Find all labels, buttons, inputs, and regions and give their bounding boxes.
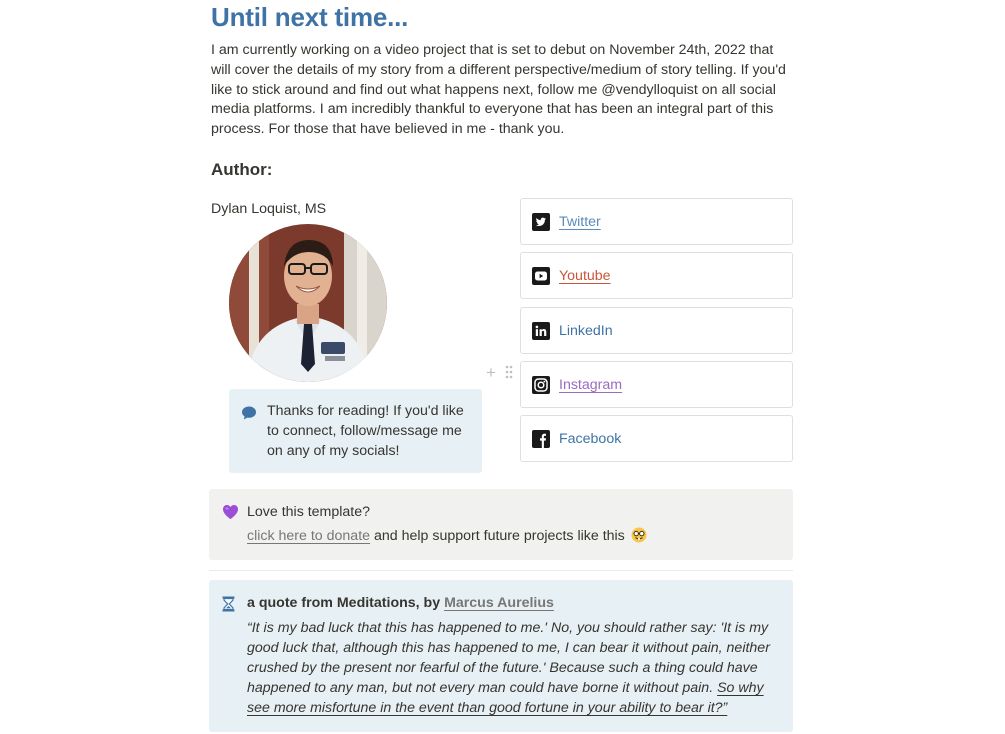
linkedin-icon bbox=[532, 322, 550, 340]
purple-heart-icon bbox=[222, 504, 239, 525]
social-link-facebook[interactable] bbox=[520, 415, 793, 462]
facebook-icon bbox=[532, 430, 550, 448]
quote-body-text: “It is my bad luck that this has happened to me.' No, you should rather say: 'It is my good luck that, although this has happened to me, I can bear it without pain, neither crushed by the present nor fearful of the future.' Because such a thing could have happened to any man, but not every man could have borne it without pain. bbox=[247, 620, 770, 696]
social-link-label[interactable]: Youtube bbox=[559, 268, 611, 284]
donate-callout-title: Love this template? bbox=[247, 504, 371, 520]
divider bbox=[209, 570, 793, 571]
twitter-icon bbox=[532, 213, 550, 231]
author-heading: Author: bbox=[211, 160, 273, 179]
thanks-callout bbox=[229, 389, 482, 473]
donate-callout-rest: and help support future projects like this bbox=[370, 528, 625, 544]
nerd-face-icon bbox=[631, 527, 647, 549]
social-link-twitter[interactable] bbox=[520, 198, 793, 245]
intro-paragraph: I am currently working on a video project that is set to debut on November 24th, 2022 that will cover the details of my story from a different perspective/medium of story telling. If you'd like to stick around and find out what happens next, follow me @vendylloquist on all social media platforms. I am incredibly thankful to everyone that has been an integral part of this process. For those that have believed in me - thank you. bbox=[211, 42, 786, 138]
speech-bubble-icon bbox=[241, 405, 257, 426]
drag-grip-icon[interactable] bbox=[505, 365, 513, 384]
quote-heading bbox=[247, 593, 554, 613]
add-block-icon[interactable]: + bbox=[486, 363, 496, 382]
social-link-label[interactable]: Facebook bbox=[559, 431, 622, 447]
thanks-callout-text: Thanks for reading! If you'd like to connect, follow/message me on any of my socials! bbox=[267, 403, 464, 459]
quote-heading-text: a quote from Meditations, by bbox=[247, 595, 445, 611]
donate-callout-line bbox=[247, 526, 647, 549]
youtube-icon bbox=[532, 267, 550, 285]
instagram-icon bbox=[532, 376, 550, 394]
quote-callout bbox=[209, 580, 793, 732]
social-link-label[interactable]: Instagram bbox=[559, 377, 623, 393]
author-name: Dylan Loquist, MS bbox=[211, 201, 327, 217]
social-link-linkedin[interactable] bbox=[520, 307, 793, 354]
donate-callout bbox=[209, 489, 793, 560]
quote-body-underlined: So why see more misfortune in the event than good fortune in your ability to bear it?” bbox=[247, 680, 764, 716]
hourglass-icon bbox=[222, 596, 235, 617]
quote-author-link[interactable]: Marcus Aurelius bbox=[444, 595, 554, 611]
quote-body bbox=[247, 618, 782, 718]
social-link-youtube[interactable] bbox=[520, 252, 793, 299]
social-link-label[interactable]: Twitter bbox=[559, 214, 601, 230]
social-link-label[interactable]: LinkedIn bbox=[559, 323, 613, 339]
author-avatar bbox=[229, 224, 387, 382]
block-drag-handle[interactable] bbox=[486, 365, 516, 383]
donate-link[interactable]: click here to donate bbox=[247, 528, 371, 544]
page-title: Until next time... bbox=[211, 2, 409, 32]
social-link-instagram[interactable] bbox=[520, 361, 793, 408]
